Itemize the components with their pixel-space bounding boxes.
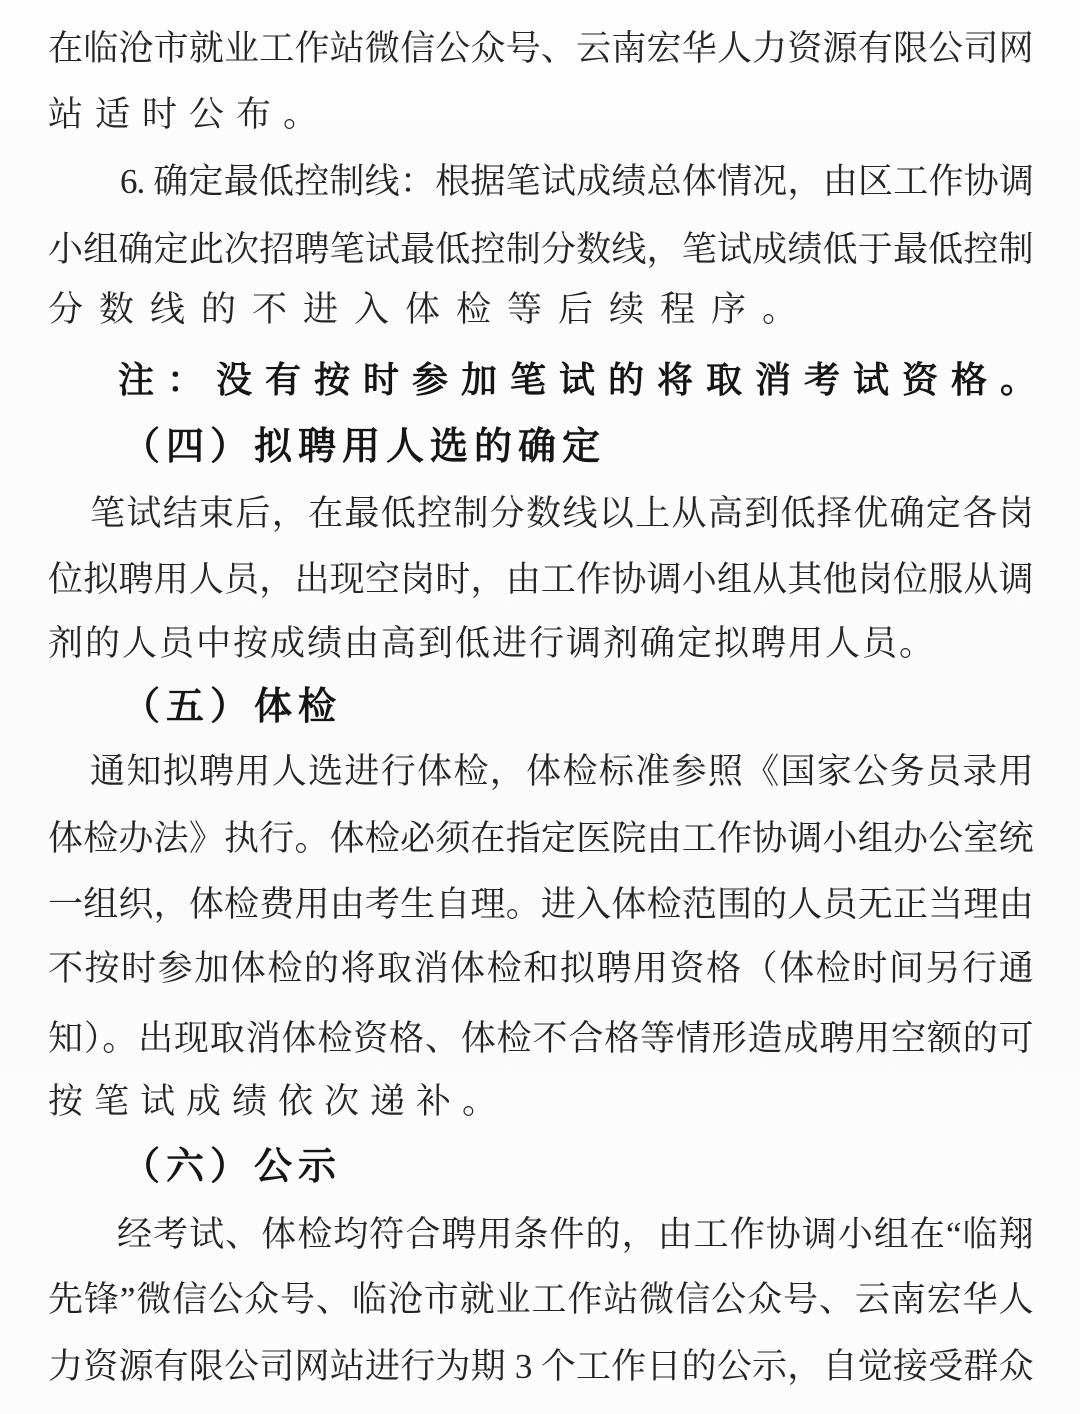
body-text-line: 一组织，体检费用由考生自理。进入体检范围的人员无正当理由 (48, 885, 1033, 924)
body-text-line: 先锋”微信公众号、临沧市就业工作站微信公众号、云南宏华人 (48, 1280, 1033, 1319)
paragraph-end-line: 剂的人员中按成绩由高到低进行调剂确定拟聘用人员。 (48, 624, 937, 663)
section-heading-6: （六）公示 (122, 1146, 343, 1188)
paragraph-end-line: 站适时公布。 (48, 95, 331, 134)
body-text-line: 体检办法》执行。体检必须在指定医院由工作协调小组办公室统 (48, 819, 1033, 858)
numbered-item-line: 6. 确定最低控制线：根据笔试成绩总体情况，由区工作协调 (120, 162, 1033, 201)
body-text-line: 知）。出现取消体检资格、体检不合格等情形造成聘用空额的可 (48, 1019, 1033, 1058)
section-heading-4: （四）拟聘用人选的确定 (122, 426, 607, 468)
paragraph-first-line: 经考试、体检均符合聘用条件的，由工作协调小组在“临翔 (117, 1215, 1033, 1254)
paragraph-end-line: 按笔试成绩依次递补。 (48, 1082, 509, 1121)
section-heading-5: （五）体检 (122, 686, 343, 728)
note-line: 注：没有按时参加笔试的将取消考试资格。 (118, 360, 1050, 400)
paragraph-first-line: 笔试结束后，在最低控制分数线以上从高到低择优确定各岗 (90, 494, 1033, 533)
body-text-line: 小组确定此次招聘笔试最低控制分数线，笔试成绩低于最低控制 (48, 230, 1033, 269)
body-text-line: 不按时参加体检的将取消体检和拟聘用资格（体检时间另行通 (48, 949, 1033, 988)
body-text-line: 力资源有限公司网站进行为期 3 个工作日的公示，自觉接受群众 (48, 1347, 1033, 1386)
paragraph-first-line: 通知拟聘用人选进行体检，体检标准参照《国家公务员录用 (90, 752, 1033, 791)
body-text-line: 在临沧市就业工作站微信公众号、云南宏华人力资源有限公司网 (48, 29, 1033, 68)
paragraph-end-line: 分数线的不进入体检等后续程序。 (48, 290, 814, 329)
body-text-line: 位拟聘用人员，出现空岗时，由工作协调小组从其他岗位服从调 (48, 560, 1033, 599)
